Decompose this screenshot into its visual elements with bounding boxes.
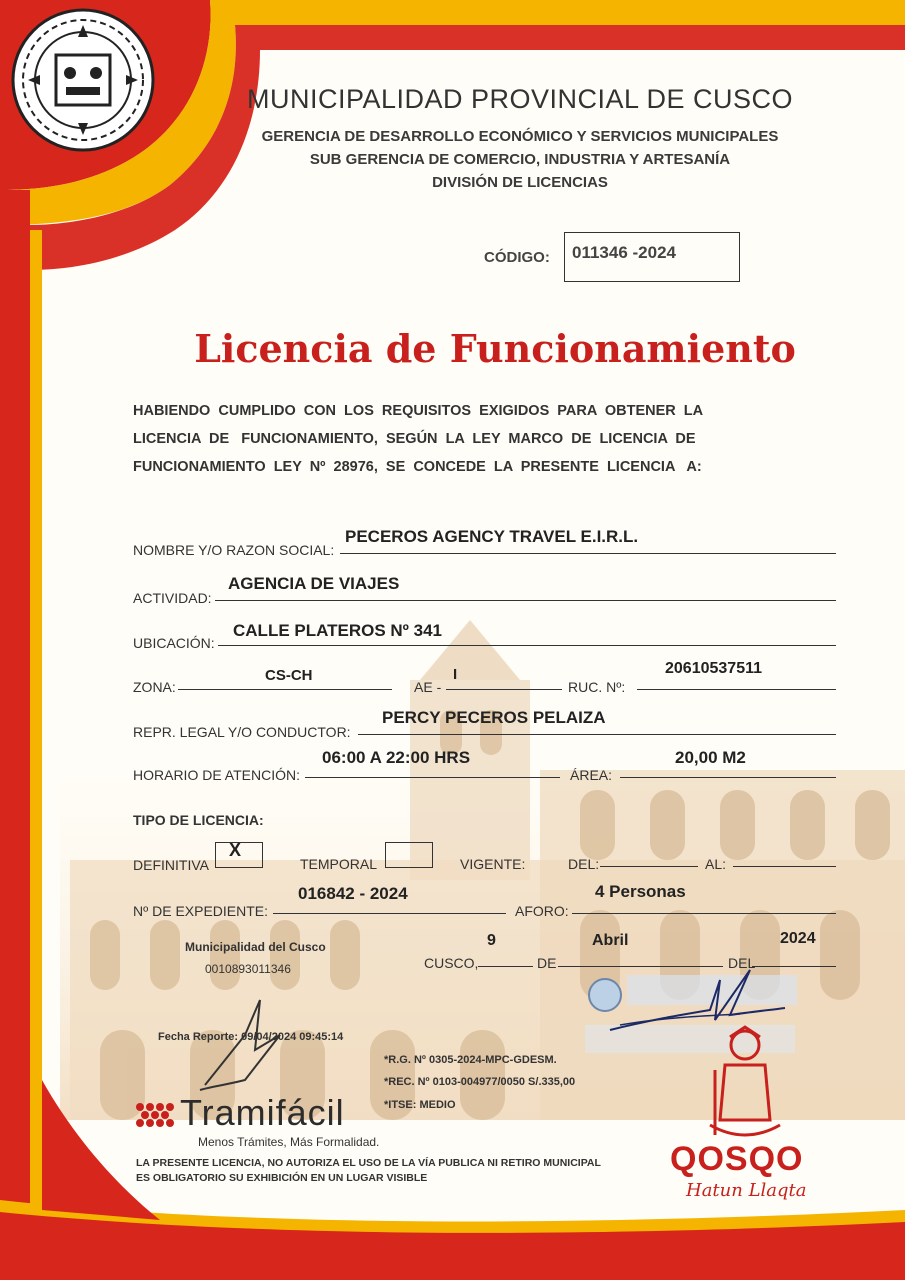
zona-line xyxy=(178,689,392,690)
vigente-al-line xyxy=(733,866,836,867)
horario-value: 06:00 A 22:00 HRS xyxy=(322,748,471,767)
qosqo-name: QOSQO xyxy=(670,1140,804,1178)
definitiva-mark: X xyxy=(229,840,242,860)
fecha-month: Abril xyxy=(592,932,629,949)
horario-label: HORARIO DE ATENCIÓN: xyxy=(133,767,300,783)
document-title: Licencia de Funcionamiento xyxy=(194,326,796,371)
horario-line xyxy=(305,777,560,778)
repr-value: PERCY PECEROS PELAIZA xyxy=(382,708,606,727)
area-line xyxy=(620,777,836,778)
temporal-label: TEMPORAL xyxy=(300,856,378,872)
tramifacil-tagline: Menos Trámites, Más Formalidad. xyxy=(198,1135,380,1149)
expediente-value: 016842 - 2024 xyxy=(298,884,408,903)
tramifacil-brand: Tramifácil xyxy=(180,1092,345,1133)
vigente-del-line xyxy=(600,866,698,867)
qosqo-sub: Hatun Llaqta xyxy=(686,1180,807,1201)
fecha-day: 9 xyxy=(487,932,496,949)
area-label: ÁREA: xyxy=(570,767,613,783)
codigo-label: CÓDIGO: xyxy=(484,249,550,266)
nombre-label: NOMBRE Y/O RAZON SOCIAL: xyxy=(133,542,335,558)
disclaimer-line-2: ES OBLIGATORIO SU EXHIBICIÓN EN UN LUGAR VISIBLE xyxy=(136,1172,428,1184)
ruc-label: RUC. Nº: xyxy=(568,679,626,695)
vigente-del-label: DEL: xyxy=(568,856,600,872)
temporal-checkbox xyxy=(385,842,433,868)
intro-line-2: LICENCIA DE FUNCIONAMIENTO, SEGÚN LA LEY MARCO DE LICENCIA DE xyxy=(133,431,696,447)
header-subgerencia: SUB GERENCIA DE COMERCIO, INDUSTRIA Y ARTESANÍA xyxy=(309,151,731,168)
ref-itse: *ITSE: MEDIO xyxy=(384,1099,456,1111)
fecha-reporte: Fecha Reporte: 09/04/2024 09:45:14 xyxy=(158,1031,344,1043)
ubicacion-value: CALLE PLATEROS Nº 341 xyxy=(233,621,442,640)
ae-value: I xyxy=(453,666,458,683)
aforo-value: 4 Personas xyxy=(595,882,686,901)
actividad-line xyxy=(215,600,836,601)
ubicacion-label: UBICACIÓN: xyxy=(133,635,215,651)
codigo-value: 011346 -2024 xyxy=(572,243,676,262)
nombre-line xyxy=(340,553,836,554)
expediente-line xyxy=(273,913,506,914)
area-value: 20,00 M2 xyxy=(675,748,746,767)
aforo-label: AFORO: xyxy=(515,903,569,919)
actividad-value: AGENCIA DE VIAJES xyxy=(228,574,400,593)
second-signature-icon xyxy=(185,995,305,1095)
muni-name: Municipalidad del Cusco xyxy=(185,940,326,954)
ref-rec: *REC. Nº 0103-004977/0050 S/.335,00 xyxy=(384,1076,576,1088)
tipo-label: TIPO DE LICENCIA: xyxy=(133,812,264,828)
header-gerencia: GERENCIA DE DESARROLLO ECONÓMICO Y SERVICIOS MUNICIPALES xyxy=(261,128,779,145)
nombre-value: PECEROS AGENCY TRAVEL E.I.R.L. xyxy=(345,527,639,546)
ae-label: AE - xyxy=(414,679,442,695)
header-division: DIVISIÓN DE LICENCIAS xyxy=(432,174,608,191)
ruc-line xyxy=(637,689,836,690)
ubicacion-line xyxy=(218,645,836,646)
inca-figure-icon xyxy=(700,1025,790,1145)
fecha-year: 2024 xyxy=(780,930,816,947)
muni-code: 0010893011346 xyxy=(205,962,291,976)
expediente-label: Nº DE EXPEDIENTE: xyxy=(133,903,269,919)
fecha-day-line xyxy=(478,966,533,967)
municipal-seal-icon xyxy=(8,5,158,155)
zona-value: CS-CH xyxy=(265,667,313,684)
intro-line-1: HABIENDO CUMPLIDO CON LOS REQUISITOS EXIGIDOS PARA OBTENER LA xyxy=(133,403,704,419)
fecha-de-label: DE xyxy=(537,955,557,971)
fecha-cusco-label: CUSCO, xyxy=(424,955,479,971)
aforo-line xyxy=(572,913,836,914)
disclaimer-line-1: LA PRESENTE LICENCIA, NO AUTORIZA EL USO DE LA VÍA PUBLICA NI RETIRO MUNICIPAL xyxy=(136,1157,601,1169)
zona-label: ZONA: xyxy=(133,679,176,695)
actividad-label: ACTIVIDAD: xyxy=(133,590,212,606)
intro-line-3: FUNCIONAMIENTO LEY Nº 28976, SE CONCEDE LA PRESENTE LICENCIA A: xyxy=(133,459,702,475)
repr-line xyxy=(358,734,836,735)
definitiva-label: DEFINITIVA xyxy=(133,857,209,873)
vigente-label: VIGENTE: xyxy=(460,856,526,872)
ruc-value: 20610537511 xyxy=(665,660,762,677)
fecha-del-label: DEL xyxy=(728,955,756,971)
repr-label: REPR. LEGAL Y/O CONDUCTOR: xyxy=(133,724,351,740)
ref-rg: *R.G. Nº 0305-2024-MPC-GDESM. xyxy=(384,1054,557,1066)
tramifacil-logo-icon xyxy=(135,1102,179,1128)
vigente-al-label: AL: xyxy=(705,856,727,872)
header-title: MUNICIPALIDAD PROVINCIAL DE CUSCO xyxy=(246,84,794,114)
ae-line xyxy=(446,689,562,690)
